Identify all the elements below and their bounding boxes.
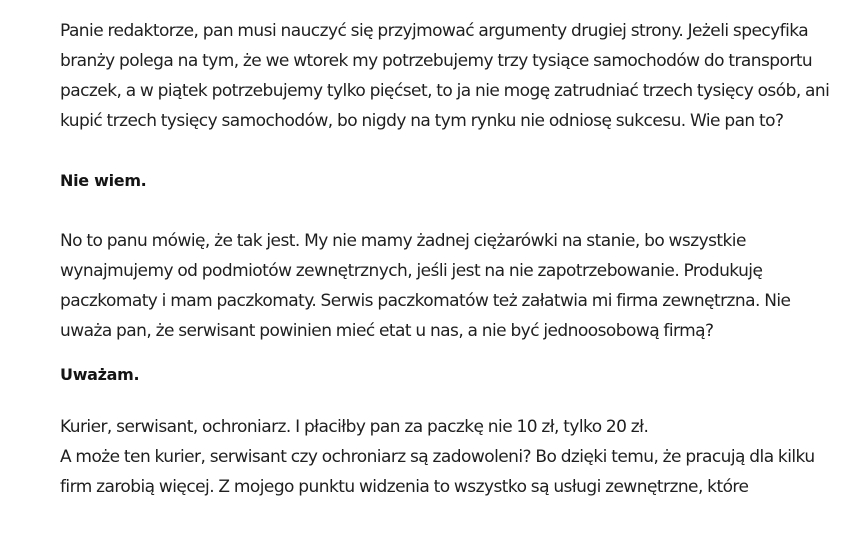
answer-paragraph-2: No to panu mówię, że tak jest. My nie mamy żadnej ciężarówki na stanie, bo wszystkie wynajmujemy od podmiotów zewnętrznych, jeśli jest na nie zapotrzebowanie. Produkuję paczkomaty i mam paczkomaty. Serwis paczkomatów też załatwia mi firma zewnętrzna. Nie uważa pan, że serwisant powinien mieć etat u nas, a nie być jednoosobową firmą?: [60, 231, 791, 341]
answer-paragraph-1: Panie redaktorze, pan musi nauczyć się przyjmować argumenty drugiej strony. Jeżeli specyfika branży polega na tym, że we wtorek my potrzebujemy trzy tysiące samochodów do transportu paczek, a w piątek potrzebujemy tylko pięćset, to ja nie mogę zatrudniać trzech tysięcy osób, ani kupić trzech tysięcy samochodów, bo nigdy na tym rynku nie odniosę sukcesu. Wie pan to?: [60, 21, 830, 131]
answer-paragraph-3-line-2: A może ten kurier, serwisant czy ochroniarz są zadowoleni? Bo dzięki temu, że pracują dla kilku firm zarobią więcej. Z mojego punktu widzenia to wszystko są usługi zewnętrzne, które: [60, 447, 815, 497]
answer-paragraph-3-line-1: Kurier, serwisant, ochroniarz. I płaciłby pan za paczkę nie 10 zł, tylko 20 zł.: [60, 417, 649, 437]
article-body: [60, 16, 830, 502]
interviewer-question-1: Nie wiem.: [60, 171, 147, 190]
interviewer-question-2: Uważam.: [60, 365, 140, 384]
